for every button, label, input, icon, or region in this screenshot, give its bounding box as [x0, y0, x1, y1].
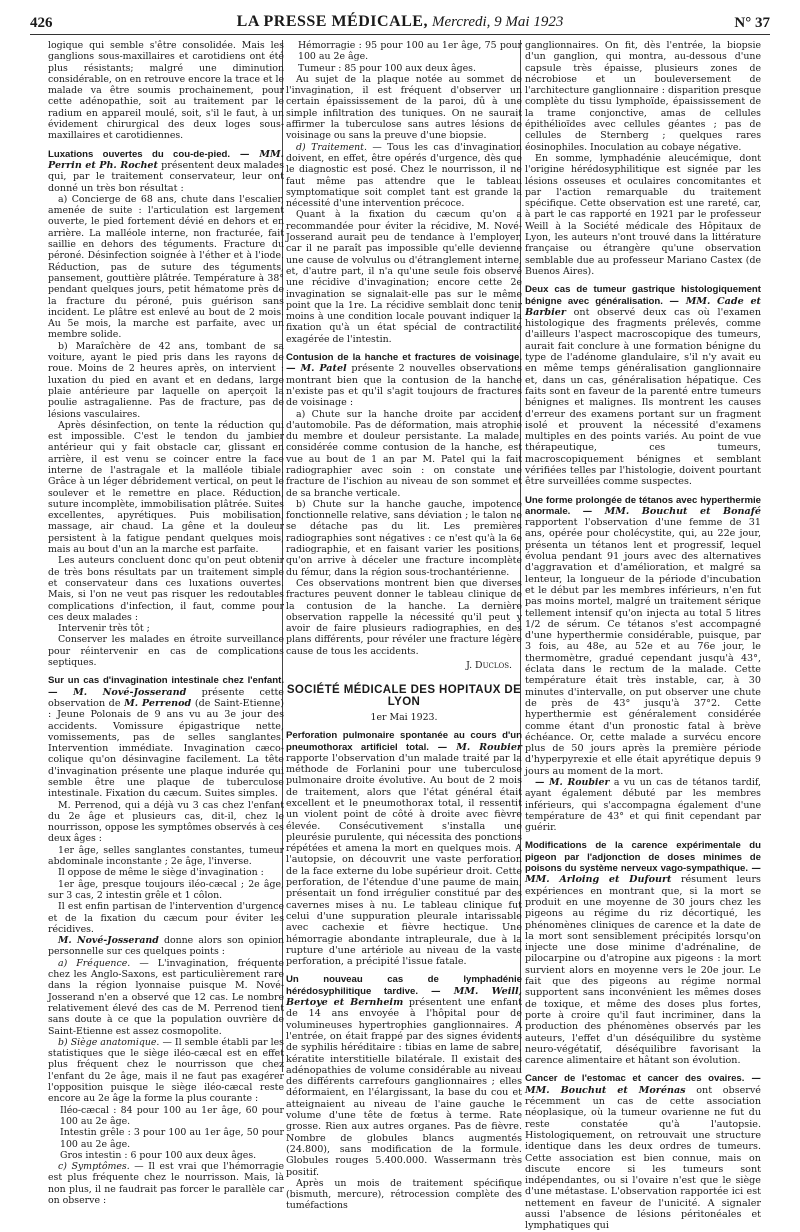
paragraph-text: — Il est vrai que l'hémorragie est plus fréquente chez le nourrisson. Mais, là non plus, il ne faudrait pas forcer le parallèle car on observe :	[48, 1161, 285, 1206]
paragraph: Ces observations montrent bien que diverses fractures peuvent donner le tableau clinique de la contusion de la hanche. La dernière observation rappelle la nécessité qu'il peut y avoir de faire plusieurs radiographies, en des plans différents, pour révéler une fracture légère cause de tous les accidents.	[286, 577, 522, 657]
section-title: Modifications de la carence expérimentale du pigeon par l'adjonction de doses minimes de poisons du système nerveux vago-sympathique.	[525, 840, 761, 875]
paragraph: 1er âge, selles sanglantes constantes, tumeur abdominale inconstante ; 2e âge, l'inverse.	[48, 844, 284, 868]
section-authors: M. Perrenod	[124, 697, 192, 709]
paragraph: En somme, lymphadénie aleucémique, dont l'origine hérédosyphilitique est signée par les lésions osseuses et oculaires concomitantes et par l'action remarquable du traitement spécifique. Cette observation est une rareté, car, à part le cas rapporté en 1921 par le professeur Weill à la Société médicale des Hôpitaux de Lyon, les auteurs n'ont trouvé dans la littérature française ou étrangère qu'une observation semblable due au professeur Mariano Castex (de Buenos Aires).	[525, 152, 761, 277]
section-authors: — M. Roubier	[437, 741, 522, 753]
paragraph	[286, 142, 522, 210]
section-title: Perforation pulmonaire spontanée au cours d'un pneumothorax artificiel total.	[286, 730, 522, 753]
column-2	[286, 40, 523, 1212]
statistic-line: Hémorragie : 95 pour 100 au 1er âge, 75 pour 100 au 2e âge.	[298, 40, 522, 63]
section-invagination	[48, 675, 284, 799]
column-3	[525, 40, 761, 1232]
section-tumeur-gastrique	[525, 284, 761, 487]
section-authors: — MM. Weill, Bertoye et Bernheim	[286, 985, 522, 1009]
section-title: Un nouveau cas de lymphadénie hérédosyphilitique tardive.	[286, 974, 522, 997]
section-authors: — MM. Bouchut et Morénas	[525, 1073, 761, 1096]
section-text: rapporte l'observation d'un malade traité par la méthode de Forlanini pour une tuberculose pulmonaire droite évolutive. Au bout de 2 mois de traitement, alors que l'état général était excellent et le pneumothorax total, il ressentit un violent point de côté à droite avec fièvre élevée. Consécutivement s'installa une pleurésie purulente, qui nécessita des ponctions répétées et amena la mort en quelques mois. A l'autopsie, on découvrit une vaste perforation de la face externe du lobe supérieur droit. Cette perforation, de l'étendue d'une paume de main, présentait un fond irrégulier constitué par des cavernes mises à nu. Le tableau clinique fut celui d'une suppuration pleurale intarissable avec cachexie et fièvre hectique. Une hémorragie abondante intrapleurale, due à la rupture d'une artériole au niveau de la vaste perforation, a précipité l'issue fatale.	[286, 752, 522, 968]
paragraph: ganglionnaires. On fit, dès l'entrée, la biopsie d'un ganglion, qui montra, au-dessous d'une capsule très épaisse, plusieurs zones de nécrobiose et un bouleversement de l'architecture ganglionnaire : disparition presque complète du tissu lymphoïde, épaississement de la trame conjonctive, amas de cellules épithélioïdes avec cellules géantes ; pas de cellules de Sternberg ; quelques rares éosinophiles. Inoculation au cobaye négative.	[525, 40, 761, 153]
section-text: ont observé récemment un cas de cette association néoplasique, où la tumeur ovarienne ne fut du reste constatée qu'à l'autopsie. Histologiquement, on retrouvait une structure identique dans les deux ordres de tumeurs. Cette association est bien connue, mais on discute encore si les tumeurs sont indépendantes, ou si l'ovaire n'est que le siège d'une métastase. L'observation rapportée ici est nettement en faveur de l'unicité. A signaler aussi l'absence de lésions péritonéales et lymphatiques qui	[525, 1084, 761, 1232]
paragraph-text: — Tous les cas d'invagination doivent, en effet, être opérés d'urgence, dès que le diagnostic est posé. Chez le nourrisson, il ne faut même pas attendre que le tableau symptomatique soit complet tant est grande la nécessité d'une intervention précoce.	[286, 141, 522, 210]
statistic-line: Iléo-cæcal : 84 pour 100 au 1er âge, 60 pour 100 au 2e âge.	[60, 1104, 284, 1127]
section-title: Sur un cas d'invagination intestinale chez l'enfant.	[48, 675, 284, 687]
section-title: Contusion de la hanche et fractures de voisinage.	[286, 352, 522, 364]
section-title: Une forme prolongée de tétanos avec hyperthermie anormale.	[525, 494, 761, 517]
paragraph: Intervenir très tôt ;	[58, 623, 150, 635]
section-tetanos	[525, 495, 761, 777]
section-lymphadenie	[286, 974, 522, 1177]
paragraph: Après désinfection, on tente la réduction qui est impossible. C'est le tendon du jambier antérieur qui y fait obstacle car, glissant en arrière, il est venu se coincer entre la face interne de l'astragale et la malléole tibiale. Grâce à un léger débridement vertical, on peut le soulever et le remettre en place. Réduction, suture incomplète, immobilisation plâtrée. Suites excellentes, apyrétiques. Puis mobilisation, massage, air chaud. La gêne et la douleur persistent à la fatigue pendant quelques mois, mais au bout d'un an la marche est parfaite.	[48, 419, 284, 556]
paragraph: Au sujet de la plaque notée au sommet de l'invagination, il est fréquent d'observer un certain épaississement de la paroi, dû à une simple infiltration des tuniques. On ne saurait affirmer la tuberculose sans autres lésions de voisinage ou sans la preuve d'une biopsie.	[286, 73, 522, 142]
section-text: rapportent l'observation d'une femme de 31 ans, opérée pour cholécystite, qui, au 22e jour, présenta un tétanos lent et progressif, lequel évolua pendant 91 jours avec des alternatives d'aggravation et d'amélioration, et malgré sa lenteur, la longueur de la période d'incubation et le début par les membres inférieurs, n'en fut pas moins mortel, malgré un traitement sérique tellement intensif qu'on injecta au total 5 litres 1/2 de sérum. Ce tétanos s'est accompagné d'une hyperthermie considérable, puisque, par 3 fois, au 48e, au 52e et au 76e jour, le thermomètre, gradué cependant jusqu'à 43°, éclata dans le rectum de la malade. Cette température était très instable, car, à 30 minutes d'intervalle, on put observer une chute de près de 43° jusqu'à 37°2. Cette hyperthermie est généralement considérée comme étant d'un pronostic fatal à brève échéance. Or, cette malade a survécu encore plus de 50 jours après la première période d'hyperpyrexie et elle était apyrétique depuis 9 jours au moment de la mort.	[525, 517, 761, 777]
page-number: 426	[30, 15, 53, 31]
paragraph: Les auteurs concluent donc qu'on peut obtenir de très bons résultats par un traitement simple et conservateur dans ces luxations ouvertes. Mais, si l'on ne veut pas risquer les redoutables complications d'infection, il faut, comme pour ces deux malades :	[48, 555, 284, 623]
statistic-line: Intestin grêle : 3 pour 100 au 1er âge, 50 pour 100 au 2e âge.	[60, 1127, 284, 1150]
author-name: — M. Roubier	[535, 777, 610, 788]
section-text: (de Saint-Etienne) : Jeune Polonais de 9 ans vu au 3e jour des accidents. Vomissure épigastrique nette, vomissements, pas de selles sanglantes. Intervention immédiate. Invagination cæco-colique qu'on désinvagine facilement. La tête d'invagination présente une plaque indurée qui semble être une plaque de tuberculose intestinale. Fixation du cæcum. Suites simples.	[48, 697, 284, 800]
paragraph: 1er âge, presque toujours iléo-cæcal ; 2e âge, sur 3 cas, 2 intestin grêle et 1 côlon.	[48, 878, 284, 901]
section-authors: — MM. Arloing et Dufourt	[525, 863, 761, 886]
section-text: présente cette observation de	[48, 686, 284, 709]
paragraph-text: a vu un cas de tétanos tardif, ayant également débuté par les membres inférieurs, qui s'accompagna également d'une température de 43° et qui finit cependant par guérir.	[525, 777, 761, 834]
subheading: b) Siège anatomique.	[58, 1036, 160, 1048]
paragraph: Il est enfin partisan de l'intervention d'urgence et de la fixation du cæcum pour éviter les récidives.	[48, 901, 284, 935]
paragraph: a) Concierge de 68 ans, chute dans l'escalier, amenée de suite : l'articulation est largement ouverte, le pied fortement dévié en dehors et en arrière. La malléole interne, non fracturée, fait saillie en dehors des téguments. Fracture du péroné. Désinfection soignée à l'éther et à l'iode. Réduction, pas de suture des téguments, pansement, gouttière plâtrée. Température à 38° pendant quelques jours, petit hématome près de la fracture du péroné, puis guérison sans incident. Le plâtre est enlevé au bout de 2 mois. Au 5e mois, la marche est parfaite, avec un membre solide.	[48, 193, 284, 341]
section-contusion	[286, 352, 522, 408]
issue-number: N° 37	[734, 15, 770, 31]
section-perforation	[286, 730, 522, 967]
journal-title: LA PRESSE MÉDICALE,	[236, 13, 428, 30]
paragraph: Après un mois de traitement spécifique (bismuth, mercure), rétrocession complète des tuméfactions	[286, 1177, 522, 1212]
section-title: Luxations ouvertes du cou-de-pied.	[48, 148, 231, 160]
statistic-line: Gros intestin : 6 pour 100 aux deux âges.	[60, 1149, 257, 1161]
paragraph: b) Chute sur la hanche gauche, impotence fonctionnelle relative, sans déviation ; le talon ne se détache pas du lit. Les premières radiographies sont négatives : ce n'est qu'à la 6e radiographie, et en faisant varier les positions, qu'on arrive à déceler une fracture incomplète du fémur, dans la région sous-trochantérienne.	[286, 498, 522, 578]
society-heading: SOCIÉTÉ MÉDICALE DES HOPITAUX DE LYON	[286, 684, 522, 708]
running-header	[30, 12, 770, 35]
statistic-line: Tumeur : 85 pour 100 aux deux âges.	[298, 62, 476, 74]
paragraph	[525, 777, 761, 833]
section-text: ont observé deux cas où l'examen histologique des fragments prélevés, comme d'ailleurs l'aspect macroscopique des tumeurs, aurait fait conclure à une formation bénigne du type de l'adénome glandulaire, s'il n'y avait eu en même temps généralisation ganglionnaire et, dans un cas, généralisation hépatique. Ces faits sont en faveur de la parenté entre tumeurs bénignes et malignes. Ils montrent les causes d'erreur des examens portant sur un fragment isolé et prouvent la nécessité d'examens multiples en des points variés. Au point de vue thérapeutique, ces tumeurs, macroscopiquement bénignes et semblant vérifiées telles par l'histologie, doivent pourtant être surveillées comme suspectes.	[525, 306, 761, 488]
section-carence	[525, 840, 761, 1066]
paragraph-text: — Il semble établi par les statistiques que le siège iléo-cæcal est en effet plus fréquent chez le nourrisson que chez l'enfant du 2e âge, mais il ne faut pas exagérer l'opposition puisque le siège iléo-cæcal reste encore au 2e âge la forme la plus courante :	[48, 1036, 284, 1105]
section-cancer	[525, 1073, 761, 1231]
paragraph	[48, 958, 284, 1037]
paragraph: Quant à la fixation du cæcum qu'on a recommandée pour éviter la récidive, M. Nové-Josserand aurait peu de tendance à l'employer, car il ne paraît pas impossible qu'elle devienne une cause de volvulus ou d'étranglement interne, et, d'autre part, il n'a qu'une seule fois observé une récidive d'invagination; encore cette 2e invagination se signalait-elle pas sur le même point que la 1re. La récidive semblait donc tenir moins à une condition locale pouvant indiquer la fixation qu'à un état spécial de contractilité exagérée de l'intestin.	[286, 209, 522, 345]
section-authors: — MM. Cade et Barbier	[525, 295, 761, 318]
section-authors: — MM. Bouchut et Bonafé	[582, 505, 761, 517]
paragraph: Conserver les malades en étroite surveillance pour réintervenir en cas de complications septiques.	[48, 634, 284, 669]
paragraph: a) Chute sur la hanche droite par accident d'automobile. Pas de déformation, mais atrophie du membre et douleur persistante. La malade, considérée comme contusion de la hanche, est vue au bout de 1 an par M. Patel qui la fait radiographier avec soin : on constate une fracture de l'ischion au niveau de son sommet et de sa branche verticale.	[286, 408, 522, 499]
paragraph: Il oppose de même le siège d'invagination :	[58, 867, 264, 879]
signature: J. Duclos.	[466, 660, 512, 672]
section-title: Deux cas de tumeur gastrique histologiquement bénigne avec généralisation.	[525, 284, 761, 307]
paragraph: logique qui semble s'être consolidée. Mais les ganglions sous-maxillaires et carotidiens ont été plus résistants; malgré une diminution considérable, on en retrouve encore la trace et le malade va être soumis prochainement, pour cette adénopathie, soit au traitement par le radium en appareil moulé, soit, s'il le faut, à un évidement chirurgical des deux loges sous-maxillaires et carotidiennes.	[48, 40, 284, 142]
paragraph: M. Perrenod, qui a déjà vu 3 cas chez l'enfant du 2e âge et plusieurs cas, dit-il, chez le nourrisson, oppose les symptômes observés à ces deux âges :	[48, 799, 284, 845]
section-authors: — M. Patel	[286, 363, 347, 375]
paragraph-text: — L'invagination, fréquente chez les Anglo-Saxons, est particulièrement rare dans la région lyonnaise puisque M. Nové-Josserand n'en a observé que 12 cas. Le nombre relativement élevé des cas de M. Perrenod tient sans doute à ce que la population ouvrière de Saint-Etienne est assez cosmopolite.	[48, 957, 285, 1037]
subheading: a) Fréquence.	[58, 957, 131, 969]
section-authors: — MM. Perrin et Ph. Rochet	[48, 148, 285, 171]
section-title: Cancer de l'estomac et cancer des ovaires.	[525, 1073, 745, 1085]
paragraph	[48, 935, 284, 958]
society-date: 1er Mai 1923.	[370, 711, 438, 723]
column-1	[48, 40, 285, 1206]
subheading: d) Traitement.	[296, 141, 367, 153]
issue-date: Mercredi, 9 Mai 1923	[431, 14, 564, 30]
paragraph	[48, 1037, 284, 1105]
author-name: M. Nové-Josserand	[58, 935, 159, 947]
paragraph: b) Maraîchère de 42 ans, tombant de sa voiture, ayant le pied pris dans les rayons de roue. Moins de 2 heures après, on intervient : luxation du pied en avant et en dedans, large plaie antérieure par laquelle on aperçoit la poulie astragalienne. Pas de fracture, pas de lésions vasculaires.	[48, 340, 284, 420]
journal-title-line	[30, 13, 770, 31]
paragraph	[48, 1161, 284, 1206]
section-text: présente 2 nouvelles observations montrant bien que la contusion de la hanche n'existe pas et qu'il s'agit toujours de fractures de voisinage :	[286, 363, 523, 409]
section-luxations	[48, 149, 284, 194]
section-authors: — M. Nové-Josserand	[48, 686, 187, 698]
section-text: présentent deux malades qui, par le traitement conservateur, leur ont donné un très bon résultat :	[48, 159, 284, 194]
section-text: présentent une enfant de 14 ans envoyée à l'hôpital pour de volumineuses hypertrophies ganglionnaires. A l'entrée, on était frappé par des signes évidents de syphilis héréditaire : tibias en lame de sabre, kératite interstitielle bilatérale. Il existait des adénopathies de volume considérable au niveau des différents carrefours ganglionnaires ; elles déformaient, en l'élargissant, la base du cou et atteignaient au niveau de l'aine gauche le volume d'une tête de fœtus à terme. Rate grosse. Rien aux autres organes. Pas de fièvre. Nombre de globules blancs augmentés (24.800), sans modification de la formule. Globules rouges 5.400.000. Wassermann très positif.	[286, 997, 523, 1178]
subheading: c) Symptômes.	[58, 1161, 130, 1173]
section-text: résument leurs expériences en montrant que, si la mort se produit en une moyenne de 30 jours chez les pigeons au régime du riz décortiqué, les phénomènes cliniques de carence et la date de la mort sont sensiblement précipités lorsqu'on injecte une dose minime d'adrénaline, de pilocarpine ou d'atropine aux pigeons : la mort survient alors en moyenne vers le 20e jour. Le fait que des pigeons au régime normal supportent sans inconvénient les mêmes doses de toxique, et même des doses plus fortes, porte à croire qu'il faut incriminer, dans la production des phénomènes observés par les auteurs, l'effet d'un déséquilibre du système neuro-végétatif, déséquilibre favorisant la carence alimentaire et hâtant son évolution.	[525, 874, 761, 1067]
paragraph-text: donne alors son opinion personnelle sur ces quelques points :	[48, 935, 284, 958]
